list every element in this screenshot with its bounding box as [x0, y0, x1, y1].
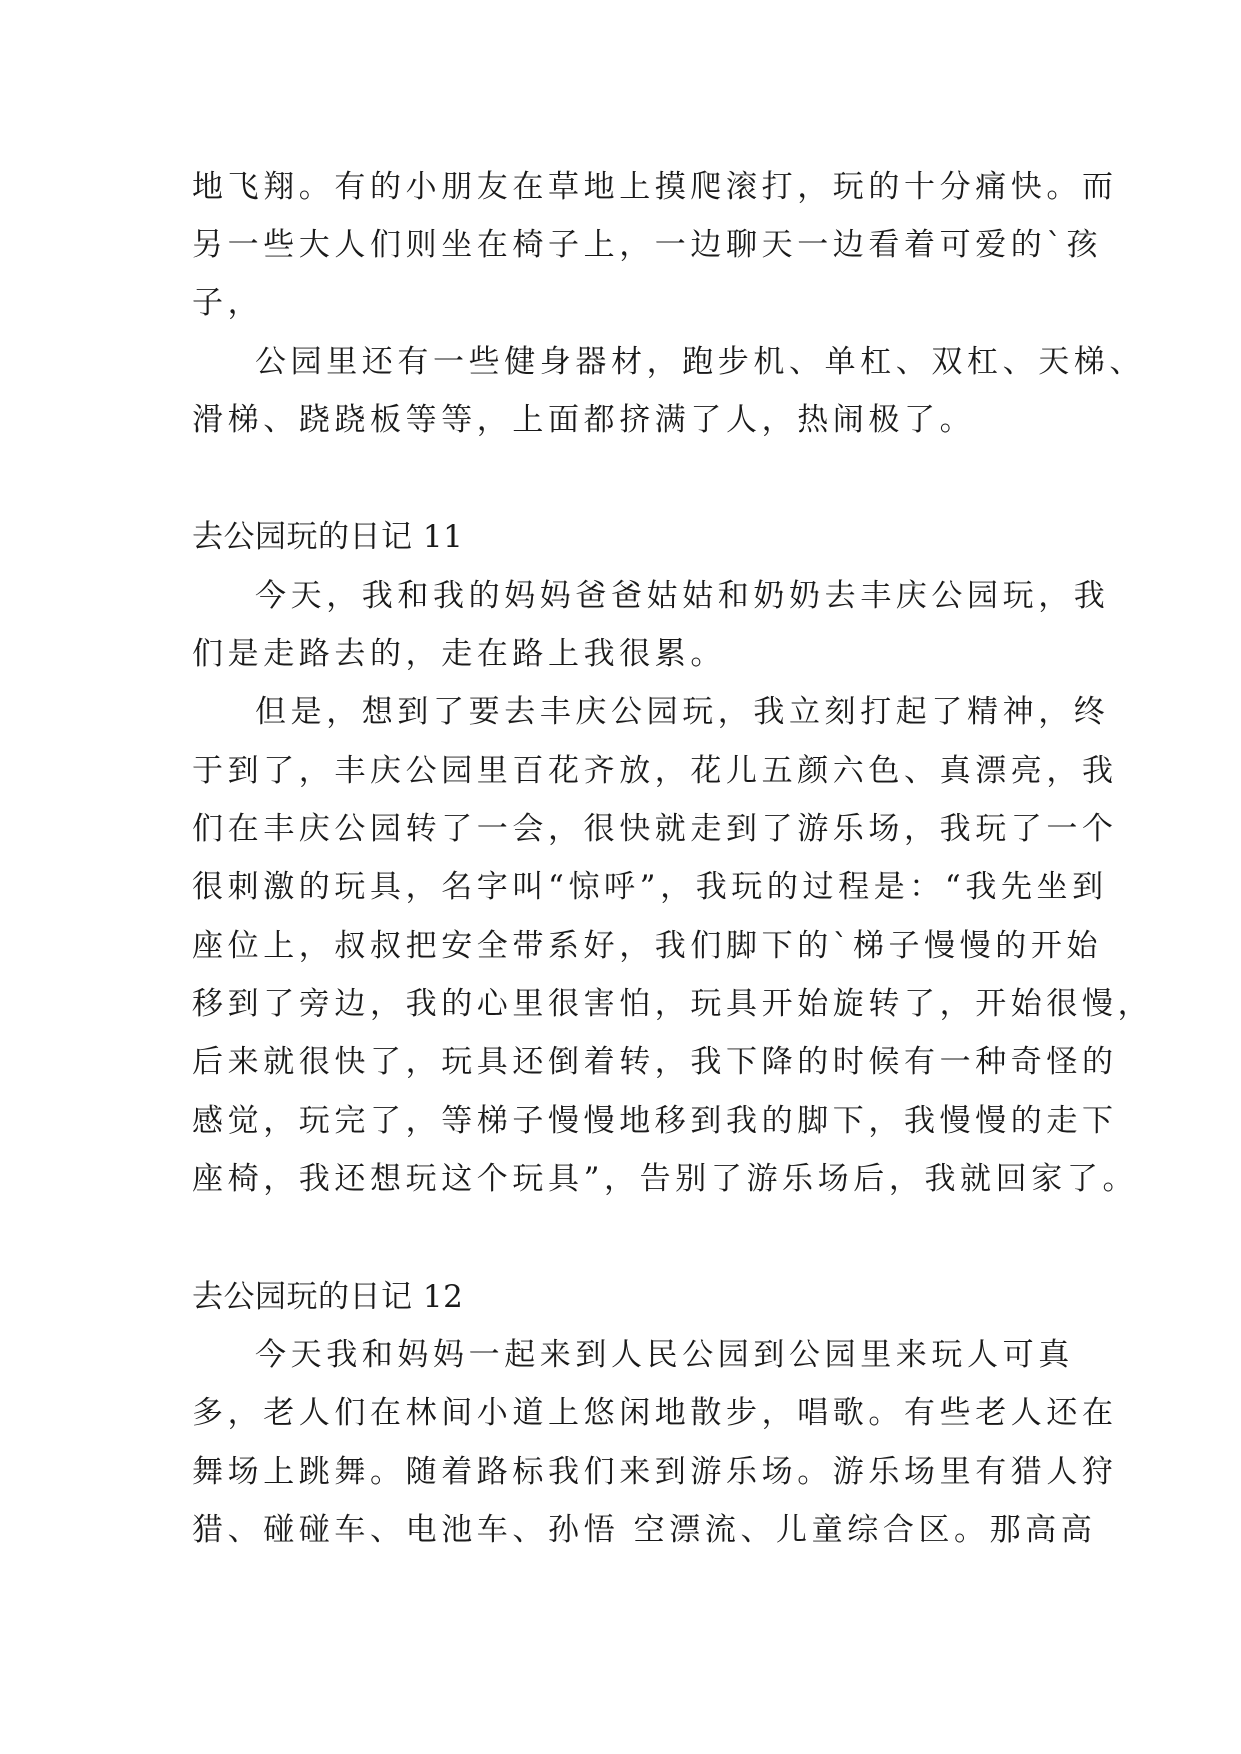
text-line: 后来就很快了，玩具还倒着转，我下降的时候有一种奇怪的	[192, 1044, 1118, 1080]
text-line: 猎、碰碰车、电池车、孙悟 空漂流、儿童综合区。那高高	[192, 1512, 1097, 1548]
text-line: 座位上，叔叔把安全带系好，我们脚下的`梯子慢慢的开始	[192, 928, 1103, 964]
text-line: 滑梯、跷跷板等等，上面都挤满了人，热闹极了。	[192, 402, 976, 438]
text-line: 子，	[192, 285, 264, 321]
text-line: 舞场上跳舞。随着路标我们来到游乐场。游乐场里有猎人狩	[192, 1454, 1118, 1490]
text-line: 们是走路去的，走在路上我很累。	[192, 636, 726, 672]
text-line: 感觉，玩完了，等梯子慢慢地移到我的脚下，我慢慢的走下	[192, 1103, 1118, 1139]
text-line: 公园里还有一些健身器材，跑步机、单杠、双杠、天梯、	[255, 344, 1145, 380]
section-heading: 去公园玩的日记 12	[192, 1279, 464, 1315]
section-heading: 去公园玩的日记 11	[192, 519, 464, 555]
text-line: 多，老人们在林间小道上悠闲地散步，唱歌。有些老人还在	[192, 1395, 1118, 1431]
text-line: 很刺激的玩具，名字叫“惊呼”，我玩的过程是：“我先坐到	[192, 869, 1108, 905]
text-line: 今天我和妈妈一起来到人民公园到公园里来玩人可真	[255, 1337, 1074, 1373]
text-line: 今天，我和我的妈妈爸爸姑姑和奶奶去丰庆公园玩，我	[255, 578, 1110, 614]
text-line: 另一些大人们则坐在椅子上，一边聊天一边看着可爱的`孩	[192, 227, 1103, 263]
text-line: 但是，想到了要去丰庆公园玩，我立刻打起了精神，终	[255, 694, 1110, 730]
text-line: 地飞翔。有的小朋友在草地上摸爬滚打，玩的十分痛快。而	[192, 169, 1118, 205]
text-line: 于到了，丰庆公园里百花齐放，花儿五颜六色、真漂亮，我	[192, 753, 1118, 789]
text-line: 移到了旁边，我的心里很害怕，玩具开始旋转了，开始很慢，	[192, 986, 1154, 1022]
text-line: 座椅，我还想玩这个玩具”，告别了游乐场后，我就回家了。	[192, 1161, 1139, 1197]
text-line: 们在丰庆公园转了一会，很快就走到了游乐场，我玩了一个	[192, 811, 1118, 847]
